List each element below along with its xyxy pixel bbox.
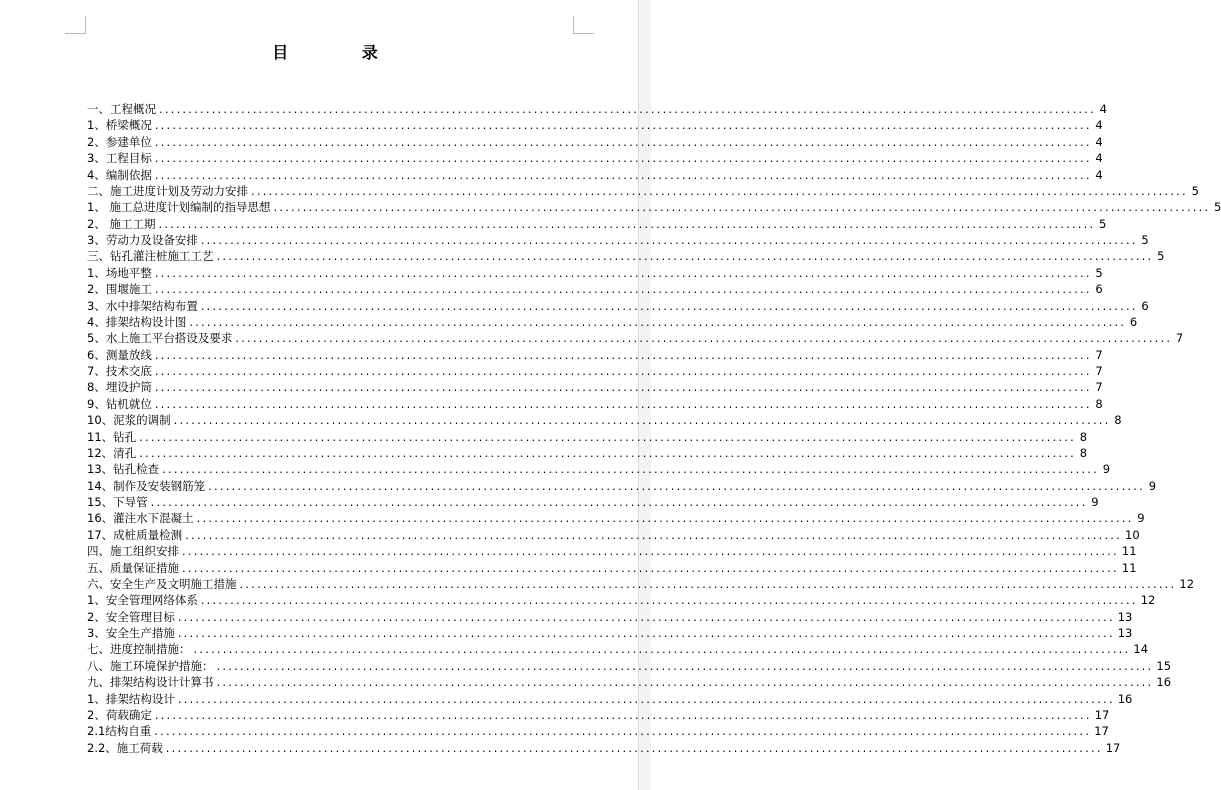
toc-entry-label: 3、劳动力及设备安排 <box>87 233 198 247</box>
toc-entry-label: 三、钻孔灌注桩施工工艺 <box>87 249 214 264</box>
toc-entry-label: 2、安全管理目标 <box>87 609 175 624</box>
toc-dot-leader: ................................................................................................................................................................ <box>177 626 1115 640</box>
toc-entry-page: 7 <box>1095 364 1103 378</box>
toc-entry[interactable] <box>87 674 1172 690</box>
toc-entry-page: 6 <box>1095 282 1103 297</box>
toc-entry-page: 12 <box>1140 593 1156 608</box>
toc-entry-page: 5 <box>1157 249 1165 264</box>
toc-entry[interactable] <box>87 478 1157 494</box>
toc-entry-label: 2.2、施工荷载 <box>87 740 163 755</box>
toc-entry-page: 8 <box>1079 429 1088 444</box>
toc-dot-leader: ................................................................................................................................................................ <box>216 249 1154 264</box>
toc-entry[interactable] <box>87 298 1149 314</box>
toc-entry[interactable] <box>87 625 1133 641</box>
toc-entry[interactable] <box>87 461 1111 477</box>
toc-entry-page: 4 <box>1099 102 1107 116</box>
toc-entry-page: 14 <box>1133 642 1149 657</box>
toc-entry-label: 2.1结构自重 <box>87 724 152 739</box>
toc-entry[interactable] <box>87 396 1103 412</box>
toc-entry[interactable] <box>87 330 1184 346</box>
toc-entry-page: 17 <box>1094 707 1110 722</box>
toc-entry[interactable] <box>87 281 1103 297</box>
toc-entry-label: 2、荷载确定 <box>87 707 152 722</box>
toc-entry-label: 1、场地平整 <box>87 265 152 280</box>
toc-entry-label: 3、工程目标 <box>87 151 152 166</box>
toc-entry-page: 11 <box>1121 560 1137 575</box>
toc-entry-label: 四、施工组织安排 <box>87 544 179 559</box>
toc-entry-label: 六、安全生产及文明施工措施 <box>87 576 237 591</box>
toc-entry[interactable] <box>87 248 1165 264</box>
toc-title: 目 录 <box>272 43 412 62</box>
toc-entry-page: 15 <box>1156 658 1172 673</box>
toc-dot-leader: ................................................................................................................................................................ <box>154 724 1092 739</box>
toc-entry-label: 6、测量放线 <box>87 347 152 362</box>
toc-entry[interactable] <box>87 740 1121 756</box>
toc-dot-leader: ................................................................................................................................................................ <box>208 478 1146 493</box>
toc-entry-page: 13 <box>1117 626 1133 640</box>
toc-entry-page: 7 <box>1095 380 1103 395</box>
toc-dot-leader: ................................................................................................................................................................ <box>235 331 1173 346</box>
toc-entry-label: 七、进度控制措施： <box>87 642 191 657</box>
toc-dot-leader: ................................................................................................................................................................ <box>200 298 1138 313</box>
toc-entry-page: 4 <box>1095 134 1103 149</box>
toc-dot-leader: ................................................................................................................................................................ <box>150 495 1088 509</box>
toc-entry[interactable] <box>87 560 1137 576</box>
toc-entry[interactable] <box>87 150 1103 166</box>
toc-dot-leader: ................................................................................................................................................................ <box>154 707 1092 722</box>
toc-dot-leader: ................................................................................................................................................................ <box>239 576 1177 591</box>
toc-dot-leader: ................................................................................................................................................................ <box>185 527 1123 542</box>
crop-mark-top-left <box>65 16 86 34</box>
toc-entry[interactable] <box>87 412 1122 428</box>
toc-entry-page: 16 <box>1117 691 1133 706</box>
toc-entry[interactable] <box>87 527 1140 543</box>
toc-entry-page: 12 <box>1179 576 1195 591</box>
toc-entry-page: 4 <box>1095 167 1103 182</box>
toc-entry-label: 7、技术交底 <box>87 364 152 378</box>
toc-entry-page: 9 <box>1102 462 1111 477</box>
toc-entry-page: 5 <box>1095 265 1103 280</box>
toc-entry[interactable] <box>87 691 1133 707</box>
toc-entry-label: 16、灌注水下混凝土 <box>87 511 194 526</box>
toc-entry-label: 2、参建单位 <box>87 134 152 149</box>
toc-dot-leader: ................................................................................................................................................................ <box>154 396 1092 411</box>
toc-dot-leader: ................................................................................................................................................................ <box>154 282 1092 297</box>
toc-entry[interactable] <box>87 216 1107 232</box>
toc-entry[interactable] <box>87 183 1199 199</box>
toc-dot-leader: ................................................................................................................................................................ <box>154 265 1092 280</box>
toc-entry[interactable] <box>87 707 1110 723</box>
toc-entry-label: 九、排架结构设计计算书 <box>87 675 214 690</box>
toc-entry[interactable] <box>87 543 1137 559</box>
toc-entry-label: 4、编制依据 <box>87 167 152 182</box>
toc-entry-label: 一、工程概况 <box>87 102 156 116</box>
toc-entry[interactable] <box>87 199 1221 215</box>
toc-entry-page: 13 <box>1117 609 1133 624</box>
toc-entry-page: 6 <box>1129 314 1138 329</box>
toc-entry-label: 15、下导管 <box>87 495 148 509</box>
toc-entry-label: 五、质量保证措施 <box>87 560 179 575</box>
toc-dot-leader: ................................................................................................................................................................ <box>154 364 1092 378</box>
toc-entry-page: 8 <box>1095 396 1103 411</box>
toc-entry-label: 2、围堰施工 <box>87 282 152 297</box>
toc-dot-leader: ................................................................................................................................................................ <box>139 429 1077 444</box>
toc-entry[interactable] <box>87 445 1088 461</box>
toc-entry-label: 1、 施工总进度计划编制的指导思想 <box>87 200 271 215</box>
toc-dot-leader: ................................................................................................................................................................ <box>159 102 1096 116</box>
toc-entry[interactable] <box>87 117 1103 133</box>
toc-entry[interactable] <box>87 592 1156 608</box>
toc-entry-page: 5 <box>1214 200 1221 215</box>
toc-dot-leader: ................................................................................................................................................................ <box>177 691 1115 706</box>
toc-entry-label: 3、安全生产措施 <box>87 626 175 640</box>
toc-dot-leader: ................................................................................................................................................................ <box>154 347 1092 362</box>
toc-entry-label: 3、水中排架结构布置 <box>87 298 198 313</box>
toc-dot-leader: ................................................................................................................................................................ <box>154 167 1092 182</box>
toc-dot-leader: ................................................................................................................................................................ <box>154 151 1092 166</box>
toc-dot-leader: ................................................................................................................................................................ <box>162 462 1100 477</box>
toc-entry-page: 10 <box>1125 527 1140 542</box>
toc-dot-leader: ................................................................................................................................................................ <box>216 675 1154 690</box>
toc-entry-page: 7 <box>1095 347 1103 362</box>
toc-dot-leader: ................................................................................................................................................................ <box>200 233 1138 247</box>
toc-dot-leader: ................................................................................................................................................................ <box>200 593 1138 608</box>
toc-entry[interactable] <box>87 429 1088 445</box>
toc-entry-label: 1、桥梁概况 <box>87 118 152 133</box>
toc-entry-page: 9 <box>1091 495 1099 509</box>
toc-entry[interactable] <box>87 379 1103 395</box>
toc-entry-label: 10、泥浆的调制 <box>87 413 171 428</box>
toc-entry-page: 17 <box>1094 724 1109 739</box>
toc-entry-label: 17、成桩质量检测 <box>87 527 183 542</box>
toc-entry-page: 11 <box>1121 544 1137 559</box>
toc-dot-leader: ................................................................................................................................................................ <box>154 118 1092 133</box>
toc-entry-page: 8 <box>1079 445 1088 460</box>
toc-entry[interactable] <box>87 347 1103 363</box>
toc-dot-leader: ................................................................................................................................................................ <box>173 413 1111 428</box>
toc-entry[interactable] <box>87 658 1172 674</box>
toc-entry-page: 6 <box>1141 298 1149 313</box>
toc-entry[interactable] <box>87 314 1138 330</box>
toc-entry-label: 八、施工环境保护措施： <box>87 658 214 673</box>
toc-entry-page: 5 <box>1191 183 1199 198</box>
table-of-contents <box>87 101 1221 756</box>
toc-entry[interactable] <box>87 494 1099 510</box>
toc-entry[interactable] <box>87 363 1103 379</box>
toc-entry-page: 5 <box>1099 216 1107 231</box>
toc-entry-label: 1、安全管理网络体系 <box>87 593 198 608</box>
toc-entry[interactable] <box>87 510 1145 526</box>
toc-entry[interactable] <box>87 101 1107 117</box>
toc-dot-leader: ................................................................................................................................................................ <box>189 314 1127 329</box>
toc-entry[interactable] <box>87 576 1195 592</box>
toc-dot-leader: ................................................................................................................................................................ <box>182 544 1119 559</box>
toc-dot-leader: ................................................................................................................................................................ <box>177 609 1115 624</box>
toc-entry[interactable] <box>87 167 1103 183</box>
crop-mark-top-right <box>573 16 594 34</box>
toc-dot-leader: ................................................................................................................................................................ <box>154 380 1092 395</box>
toc-entry-page: 9 <box>1148 478 1157 493</box>
toc-entry-label: 2、 施工工期 <box>87 216 156 231</box>
toc-dot-leader: ................................................................................................................................................................ <box>216 658 1154 673</box>
toc-entry-label: 5、水上施工平台搭设及要求 <box>87 331 233 346</box>
toc-entry[interactable] <box>87 265 1103 281</box>
toc-entry-label: 11、钻孔 <box>87 429 137 444</box>
toc-dot-leader: ................................................................................................................................................................ <box>273 200 1211 215</box>
toc-entry-page: 5 <box>1141 233 1149 247</box>
toc-entry[interactable] <box>87 134 1103 150</box>
toc-entry[interactable] <box>87 641 1149 657</box>
toc-entry[interactable] <box>87 232 1149 248</box>
toc-entry[interactable] <box>87 723 1109 739</box>
toc-entry-label: 13、钻孔检查 <box>87 462 160 477</box>
toc-entry-label: 4、排架结构设计图 <box>87 314 187 329</box>
toc-entry-label: 1、排架结构设计 <box>87 691 175 706</box>
toc-entry-page: 17 <box>1105 740 1121 755</box>
toc-dot-leader: ................................................................................................................................................................ <box>158 216 1096 231</box>
toc-entry-page: 4 <box>1095 151 1103 166</box>
toc-entry-label: 二、施工进度计划及劳动力安排 <box>87 183 248 198</box>
toc-dot-leader: ................................................................................................................................................................ <box>154 134 1092 149</box>
toc-entry-page: 9 <box>1137 511 1145 526</box>
toc-dot-leader: ................................................................................................................................................................ <box>139 445 1077 460</box>
toc-entry-page: 7 <box>1175 331 1184 346</box>
toc-entry-label: 8、埋设护筒 <box>87 380 152 395</box>
toc-dot-leader: ................................................................................................................................................................ <box>182 560 1119 575</box>
toc-entry-page: 4 <box>1095 118 1103 133</box>
toc-entry-label: 9、钻机就位 <box>87 396 152 411</box>
toc-dot-leader: ................................................................................................................................................................ <box>165 740 1103 755</box>
toc-dot-leader: ................................................................................................................................................................ <box>251 183 1188 198</box>
toc-dot-leader: ................................................................................................................................................................ <box>193 642 1131 657</box>
toc-entry-page: 8 <box>1114 413 1122 428</box>
toc-entry-label: 14、制作及安装钢筋笼 <box>87 478 206 493</box>
toc-dot-leader: ................................................................................................................................................................ <box>196 511 1134 526</box>
toc-entry-page: 16 <box>1156 675 1172 690</box>
toc-entry-label: 12、清孔 <box>87 445 137 460</box>
toc-entry[interactable] <box>87 609 1133 625</box>
